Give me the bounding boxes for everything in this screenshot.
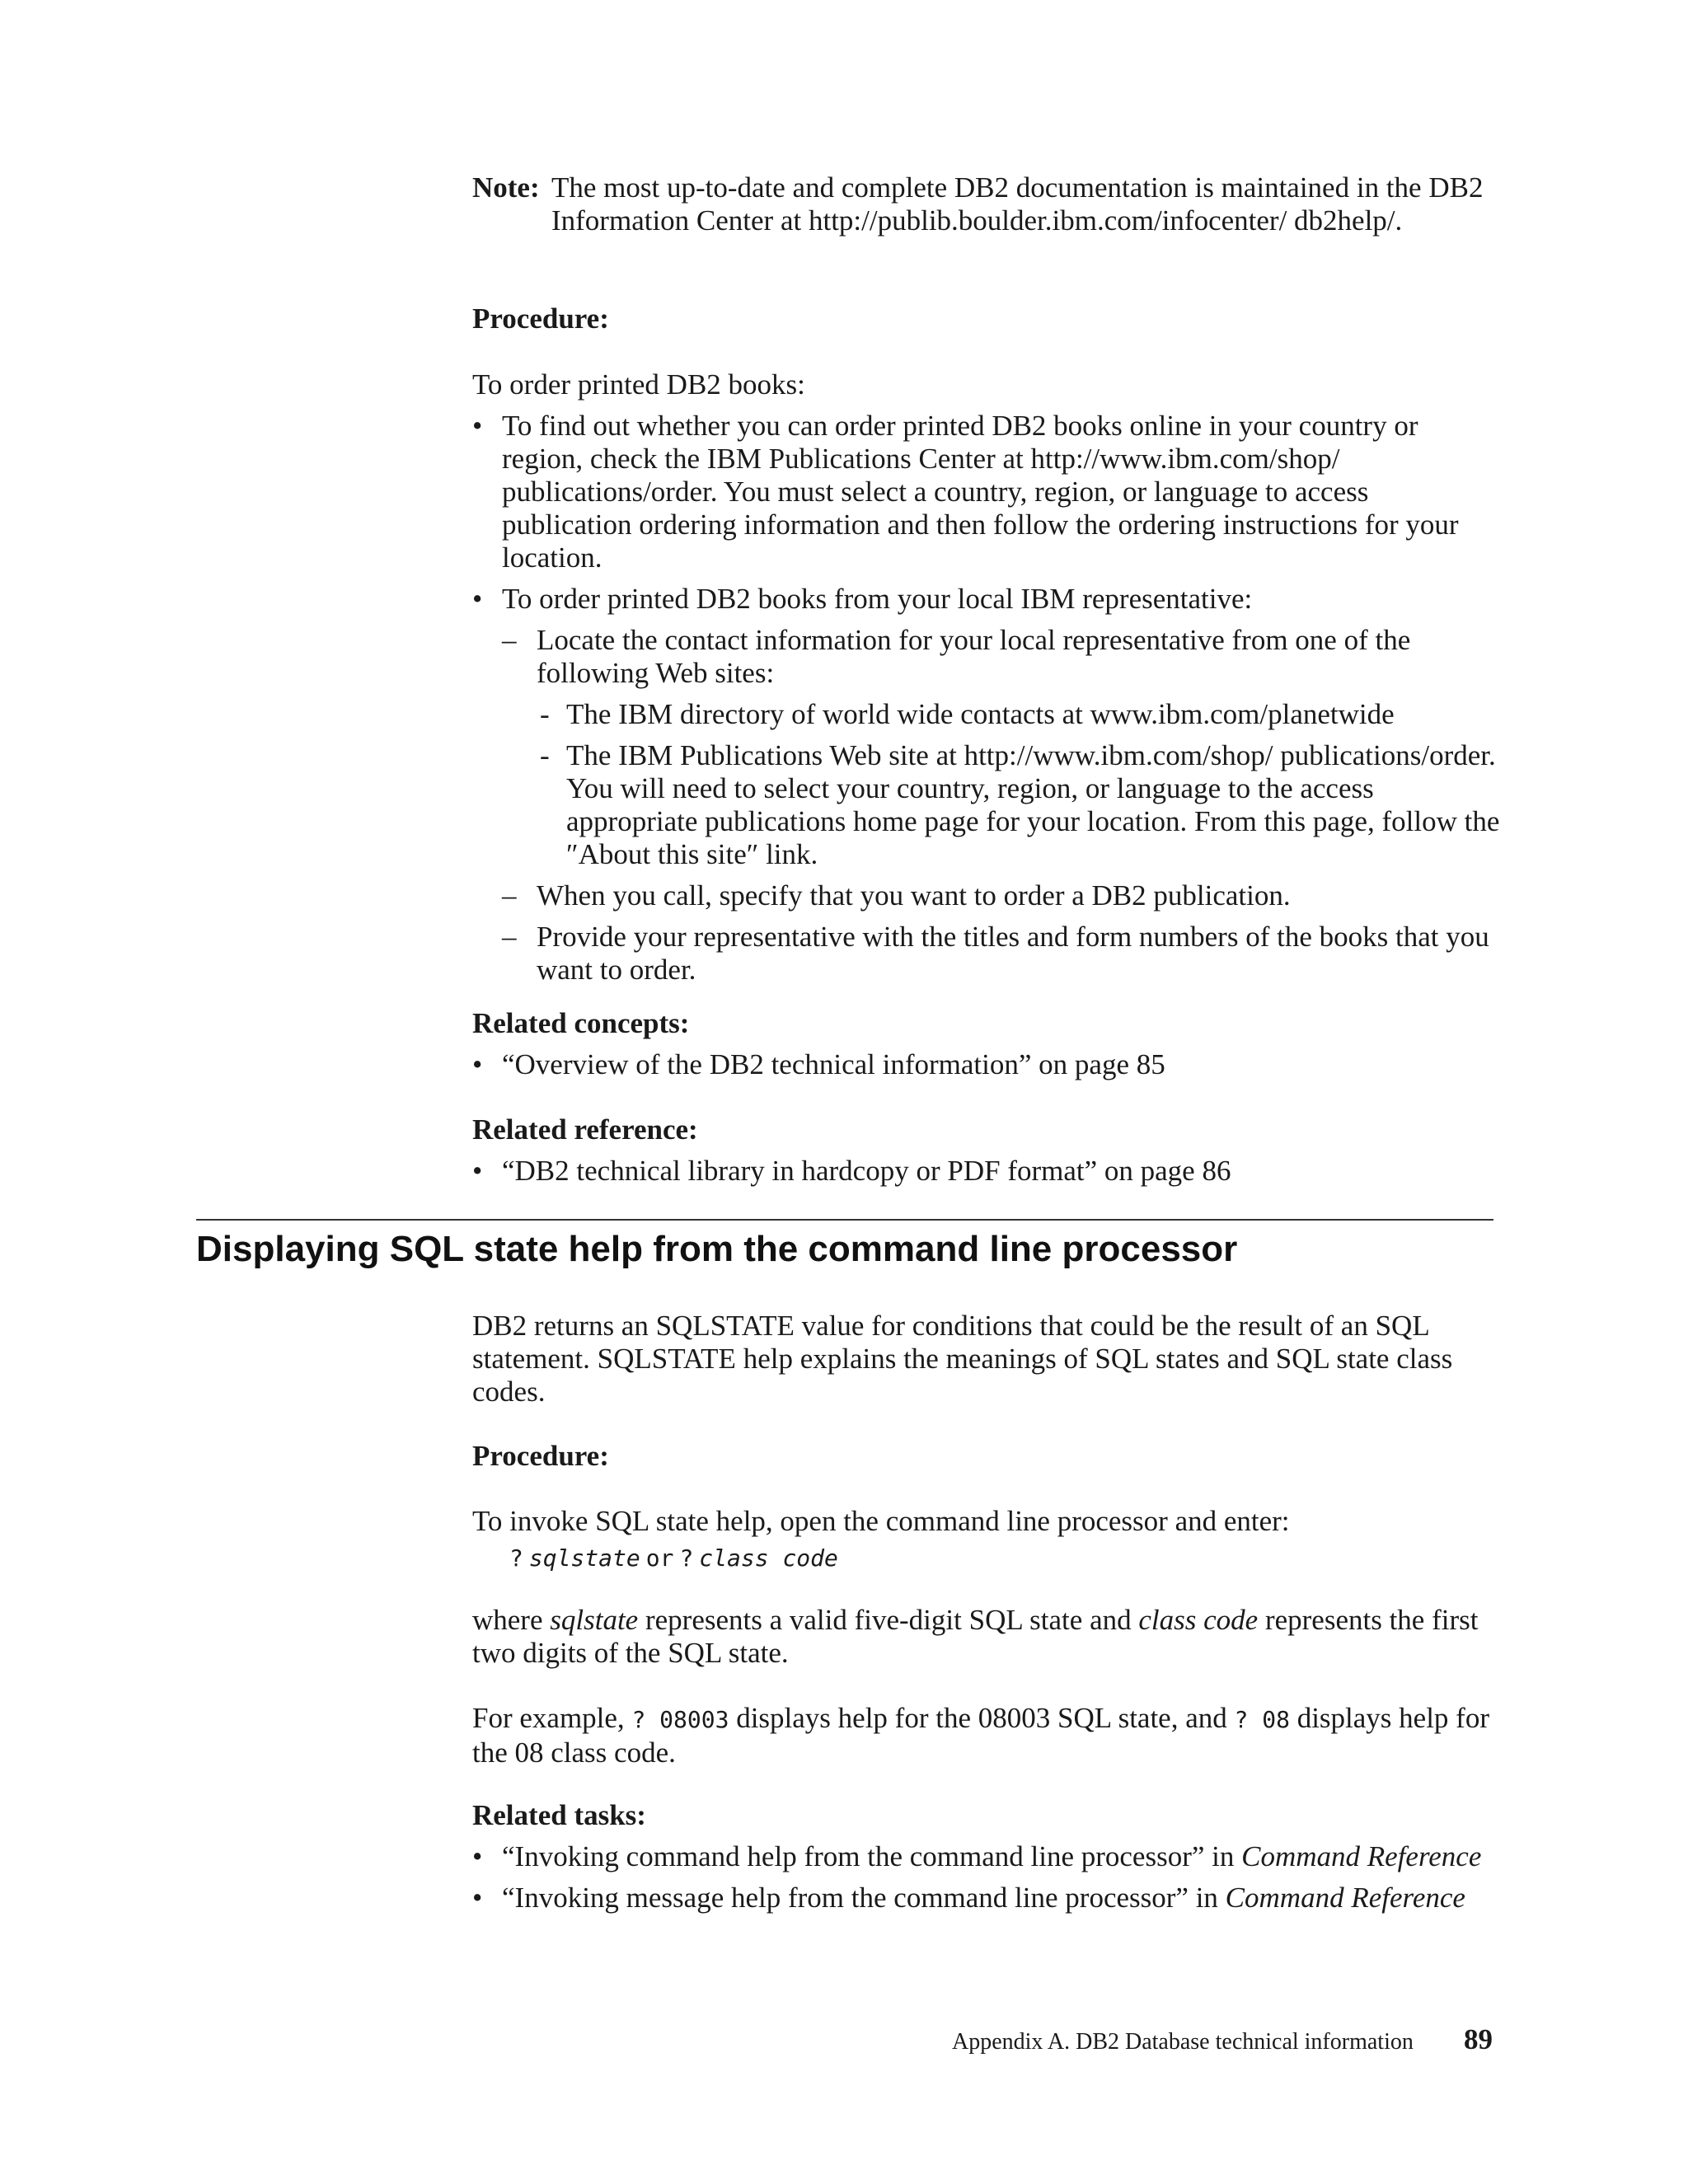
note-text: The most up-to-date and complete DB2 documentation is maintained in the DB2 Information Center at http://publib.boulder.ibm.com/infocenter/ db2help/. [551, 171, 1484, 237]
example-text: For example, [472, 1702, 625, 1734]
procedure-intro: To order printed DB2 books: [472, 368, 805, 401]
list-item[interactable] [472, 1882, 1500, 1915]
related-reference [472, 1113, 1500, 1196]
command-syntax [509, 1544, 838, 1574]
invoke-instruction [472, 1505, 1500, 1538]
code-or: or [645, 1544, 674, 1572]
section-procedure-heading [472, 1440, 1500, 1473]
related-reference-heading: Related reference: [472, 1113, 698, 1146]
code-arg-class-code: class code [699, 1544, 838, 1572]
example-text: displays help for the 08 class code. [472, 1702, 1489, 1769]
procedure-heading-text: Procedure: [472, 302, 609, 335]
list-item [502, 921, 1500, 987]
list-item[interactable] [472, 1048, 1500, 1081]
related-concepts [472, 1007, 1500, 1090]
section-intro-text: DB2 returns an SQLSTATE value for conditions that could be the result of an SQL statement. SQLSTATE help explains the meanings of SQL states and SQL state class codes. [472, 1310, 1453, 1408]
code-question-mark: ? [509, 1544, 523, 1572]
list-item [502, 624, 1500, 871]
related-reference-list [472, 1155, 1500, 1188]
procedure-body [472, 368, 1500, 995]
where-term-sqlstate: sqlstate [550, 1604, 639, 1636]
list-item [502, 879, 1500, 912]
related-tasks-heading: Related tasks: [472, 1799, 646, 1831]
related-tasks-list [472, 1840, 1500, 1915]
example-code: ? 08003 [631, 1706, 729, 1733]
section-procedure-heading-text: Procedure: [472, 1440, 609, 1472]
bullet-text: To order printed DB2 books from your local IBM representative: [502, 583, 1253, 615]
example-text: displays help for the 08003 SQL state, and [736, 1702, 1227, 1734]
order-bullets [472, 410, 1500, 987]
code-arg-sqlstate: sqlstate [528, 1544, 640, 1572]
list-item [472, 410, 1500, 574]
where-term-class-code: class code [1138, 1604, 1259, 1636]
list-item[interactable] [472, 1840, 1500, 1873]
where-text: represents a valid five-digit SQL state and [645, 1604, 1132, 1636]
example-code: ? 08 [1234, 1706, 1290, 1733]
dash-text: Provide your representative with the titles and form numbers of the books that you want to order. [537, 921, 1489, 986]
related-reference-link[interactable]: “DB2 technical library in hardcopy or PDF format” on page 86 [502, 1155, 1231, 1187]
section-divider [196, 1219, 1493, 1221]
section-title: Displaying SQL state help from the command line processor [196, 1229, 1238, 1269]
note-label: Note: [472, 171, 540, 204]
subitem-text: The IBM Publications Web site at http://www.ibm.com/shop/ publications/order. You will need to select your country, region, or language to the access appropriate publications home page for your location. From this page, follow the ″About this site″ link. [566, 739, 1500, 870]
related-task-link[interactable]: “Invoking command help from the command line processor” in [502, 1840, 1235, 1872]
dash-text: Locate the contact information for your local representative from one of the following Web sites: [537, 624, 1411, 689]
running-footer: Appendix A. DB2 Database technical information [952, 2029, 1414, 2055]
related-concepts-list [472, 1048, 1500, 1081]
related-task-book: Command Reference [1225, 1882, 1465, 1914]
list-item [537, 739, 1500, 871]
bullet-text: To find out whether you can order printed DB2 books online in your country or region, check the IBM Publications Center at http://www.ibm.com/shop/ publications/order. You must select a country, region, or language to access publication ordering information and then follow the ordering instructions for your location. [502, 410, 1459, 574]
related-concepts-heading: Related concepts: [472, 1007, 690, 1039]
code-question-mark: ? [679, 1544, 694, 1572]
related-task-link[interactable]: “Invoking message help from the command line processor” in [502, 1882, 1218, 1914]
related-tasks [472, 1799, 1500, 1923]
example-paragraph [472, 1702, 1500, 1769]
where-text: represents the first two digits of the SQL state. [472, 1604, 1479, 1669]
section-intro [472, 1310, 1500, 1408]
page-number: 89 [1464, 2023, 1493, 2055]
where-paragraph [472, 1604, 1500, 1670]
representative-steps [502, 624, 1500, 987]
list-item[interactable] [472, 1155, 1500, 1188]
related-concept-link[interactable]: “Overview of the DB2 technical information” on page 85 [502, 1048, 1165, 1080]
list-item [537, 698, 1500, 731]
subitem-text: The IBM directory of world wide contacts at www.ibm.com/planetwide [566, 698, 1395, 730]
web-sites-list [537, 698, 1500, 871]
procedure-heading [472, 302, 1500, 335]
related-task-book: Command Reference [1241, 1840, 1482, 1872]
invoke-text: To invoke SQL state help, open the command line processor and enter: [472, 1505, 1290, 1537]
dash-text: When you call, specify that you want to order a DB2 publication. [537, 879, 1291, 912]
list-item [472, 583, 1500, 987]
where-text: where [472, 1604, 543, 1636]
